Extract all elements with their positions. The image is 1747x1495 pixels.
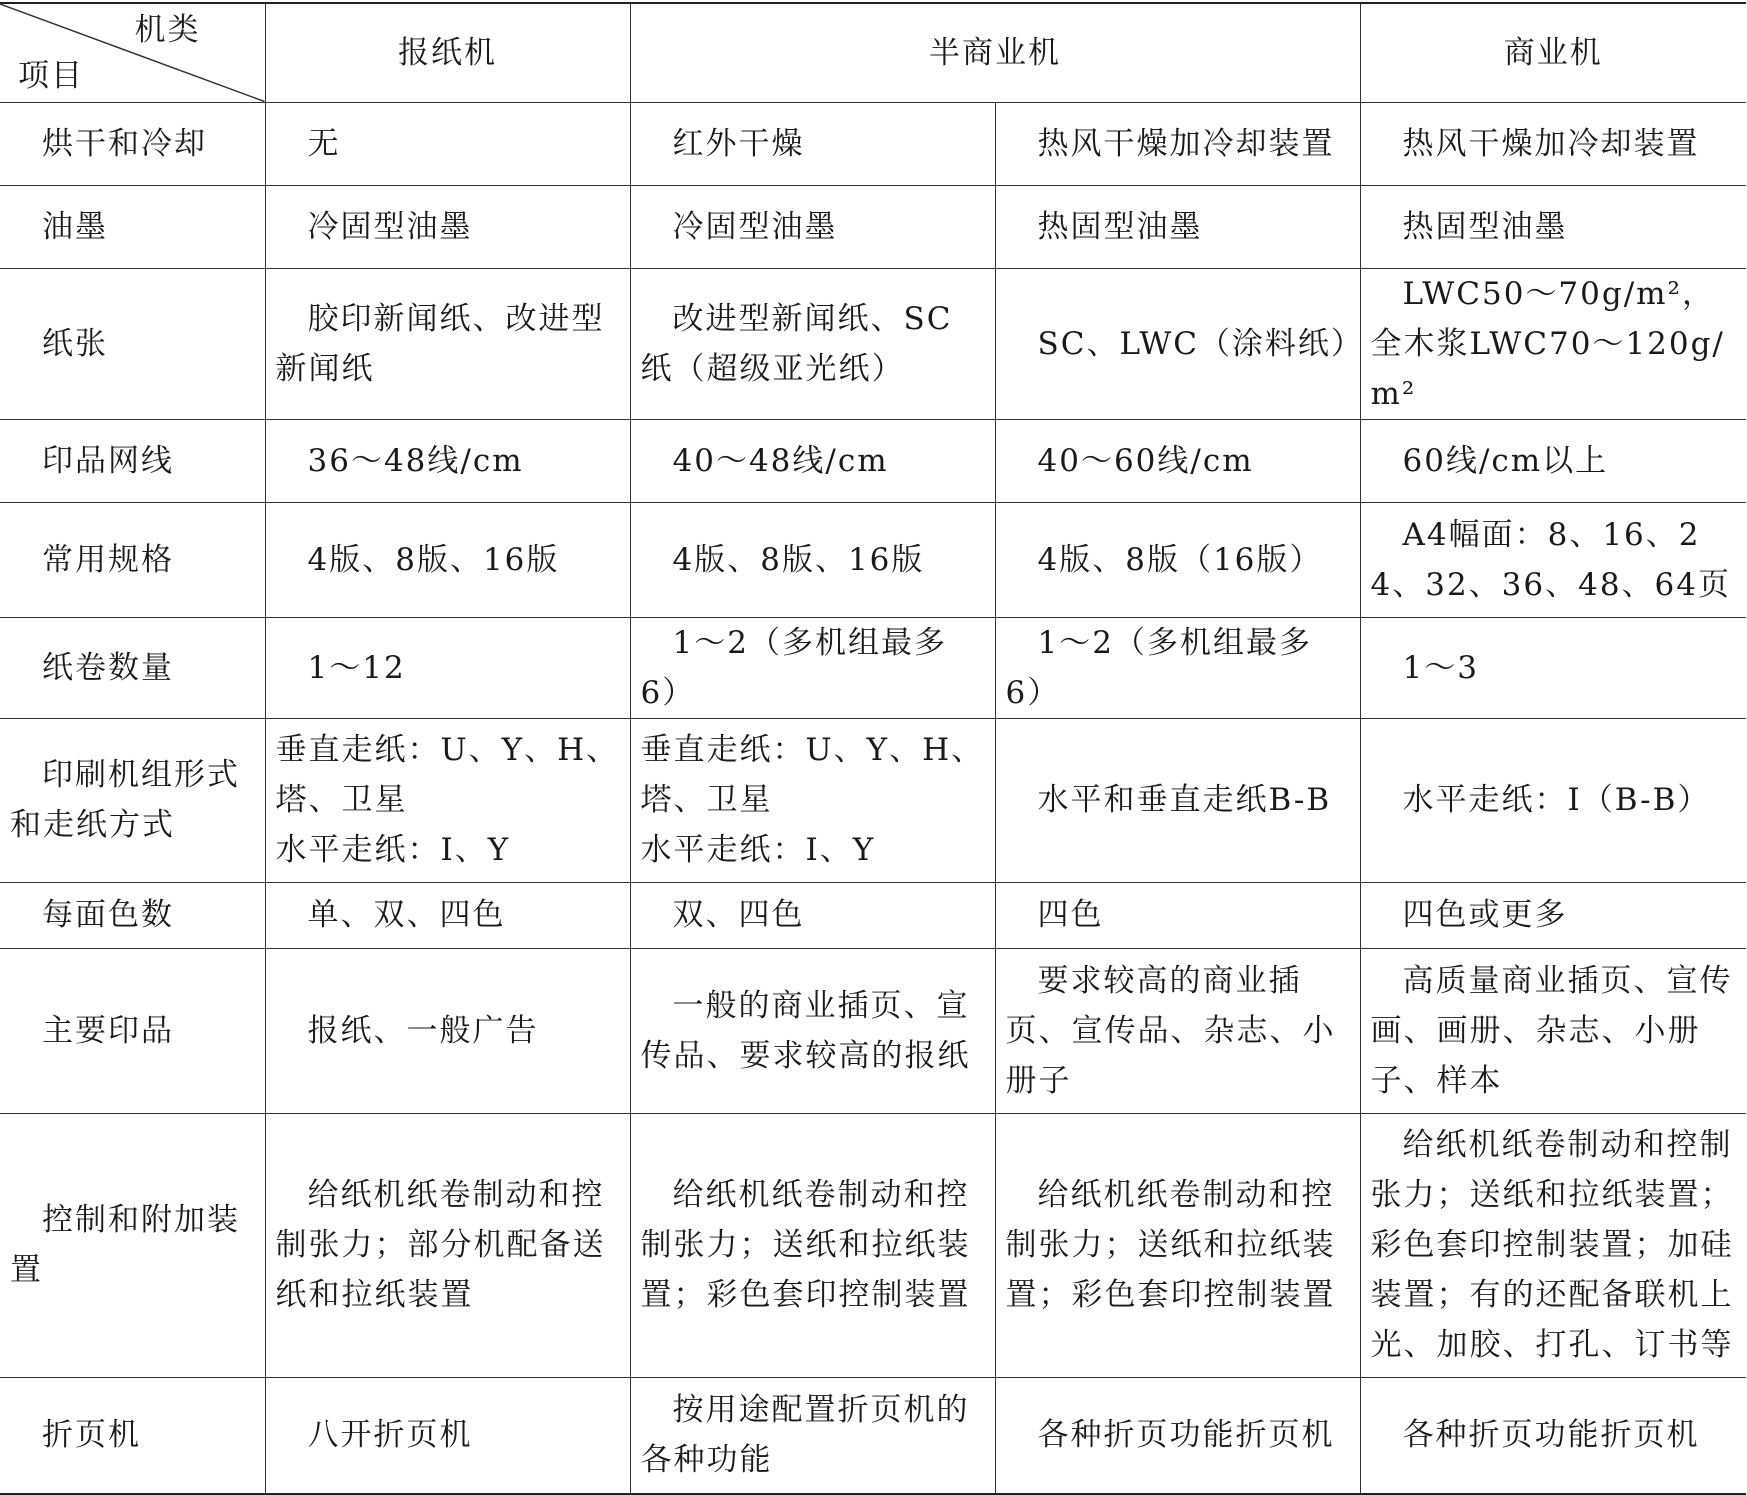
table-cell: 四色或更多: [1360, 882, 1746, 948]
table-cell: 四色: [995, 882, 1360, 948]
table-cell: 高质量商业插页、宣传画、画册、杂志、小册子、样本: [1360, 948, 1746, 1113]
table-cell: 给纸机纸卷制动和控制张力；送纸和拉纸装置；彩色套印控制装置；加硅装置；有的还配备联机上光、加胶、打孔、订书等: [1360, 1113, 1746, 1377]
table-cell: 双、四色: [630, 882, 995, 948]
row-label: 印刷机组形式和走纸方式: [0, 718, 265, 882]
press-comparison-table: [0, 2, 1746, 1495]
table-row: [0, 1377, 1746, 1494]
table-cell: 热风干燥加冷却装置: [1360, 102, 1746, 185]
table-cell: 水平走纸：I（B-B）: [1360, 718, 1746, 882]
table-cell: 一般的商业插页、宣传品、要求较高的报纸: [630, 948, 995, 1113]
table-row: [0, 185, 1746, 268]
table-cell: 胶印新闻纸、改进型新闻纸: [265, 268, 630, 419]
header-row: [0, 3, 1746, 102]
table-cell: 给纸机纸卷制动和控制张力；送纸和拉纸装置；彩色套印控制装置: [630, 1113, 995, 1377]
table-row: [0, 882, 1746, 948]
row-label: 纸卷数量: [0, 617, 265, 718]
table-row: [0, 718, 1746, 882]
row-label: 常用规格: [0, 502, 265, 617]
header-commercial-press: 商业机: [1360, 3, 1746, 102]
row-label: 纸张: [0, 268, 265, 419]
table-cell: 给纸机纸卷制动和控制张力；部分机配备送纸和拉纸装置: [265, 1113, 630, 1377]
table-cell: 给纸机纸卷制动和控制张力；送纸和拉纸装置；彩色套印控制装置: [995, 1113, 1360, 1377]
row-label: 每面色数: [0, 882, 265, 948]
header-newspaper-press: 报纸机: [265, 3, 630, 102]
table-cell: 各种折页功能折页机: [1360, 1377, 1746, 1494]
table-cell: 40～60线/cm: [995, 419, 1360, 502]
row-label: 印品网线: [0, 419, 265, 502]
table-cell: 无: [265, 102, 630, 185]
table-cell: LWC50～70g/m²，全木浆LWC70～120g/m²: [1360, 268, 1746, 419]
table-cell: 热固型油墨: [1360, 185, 1746, 268]
table-cell: 4版、8版、16版: [265, 502, 630, 617]
table-cell: 热固型油墨: [995, 185, 1360, 268]
corner-bottom-label: 项目: [18, 57, 84, 94]
header-semi-commercial-press: 半商业机: [630, 3, 1360, 102]
table-cell: 垂直走纸：U、Y、H、塔、卫星 水平走纸：I、Y: [265, 718, 630, 882]
table-cell: 各种折页功能折页机: [995, 1377, 1360, 1494]
table-cell: 水平和垂直走纸B-B: [995, 718, 1360, 882]
table-cell: 八开折页机: [265, 1377, 630, 1494]
corner-cell: [0, 3, 265, 102]
table-row: [0, 948, 1746, 1113]
table-row: [0, 419, 1746, 502]
table-row: [0, 617, 1746, 718]
table-cell: 报纸、一般广告: [265, 948, 630, 1113]
table-cell: A4幅面：8、16、24、32、36、48、64页: [1360, 502, 1746, 617]
table-cell: SC、LWC（涂料纸）: [995, 268, 1360, 419]
table-cell: 垂直走纸：U、Y、H、塔、卫星 水平走纸：I、Y: [630, 718, 995, 882]
table-row: [0, 268, 1746, 419]
table-cell: 1～12: [265, 617, 630, 718]
table-row: [0, 102, 1746, 185]
row-label: 烘干和冷却: [0, 102, 265, 185]
table-cell: 1～2（多机组最多6）: [995, 617, 1360, 718]
table-cell: 1～3: [1360, 617, 1746, 718]
table-cell: 1～2（多机组最多6）: [630, 617, 995, 718]
row-label: 控制和附加装置: [0, 1113, 265, 1377]
table-cell: 红外干燥: [630, 102, 995, 185]
table-row: [0, 1113, 1746, 1377]
table-cell: 改进型新闻纸、SC纸（超级亚光纸）: [630, 268, 995, 419]
table-cell: 热风干燥加冷却装置: [995, 102, 1360, 185]
row-label: 油墨: [0, 185, 265, 268]
table-cell: 60线/cm以上: [1360, 419, 1746, 502]
table-cell: 要求较高的商业插页、宣传品、杂志、小册子: [995, 948, 1360, 1113]
table-cell: 按用途配置折页机的各种功能: [630, 1377, 995, 1494]
table-cell: 4版、8版、16版: [630, 502, 995, 617]
table-cell: 单、双、四色: [265, 882, 630, 948]
table-cell: 4版、8版（16版）: [995, 502, 1360, 617]
table-cell: 40～48线/cm: [630, 419, 995, 502]
corner-top-label: 机类: [134, 12, 201, 48]
table-cell: 冷固型油墨: [630, 185, 995, 268]
table-row: [0, 502, 1746, 617]
table-cell: 冷固型油墨: [265, 185, 630, 268]
row-label: 折页机: [0, 1377, 265, 1494]
row-label: 主要印品: [0, 948, 265, 1113]
table-cell: 36～48线/cm: [265, 419, 630, 502]
